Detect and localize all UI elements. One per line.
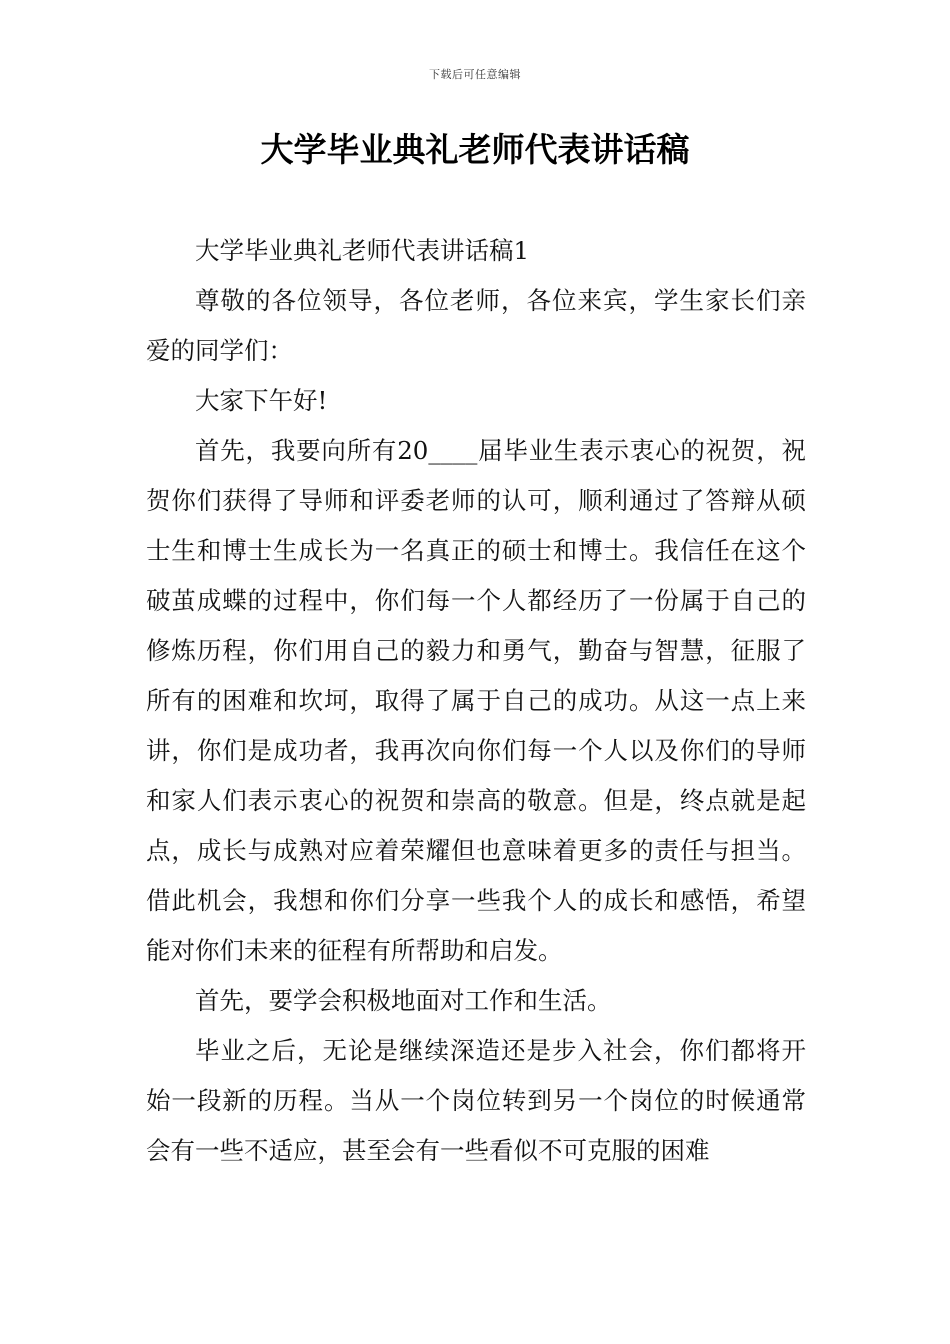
paragraph-greeting: 大家下午好!: [195, 386, 328, 415]
paragraph-after-graduation: 毕业之后，无论是继续深造还是步入社会，你们都将开始一段新的历程。当从一个岗位转到另一个岗位的时候通常会有一些不适应，甚至会有一些看似不可克服的困难: [146, 1036, 806, 1165]
paragraph-congratulations: 首先，我要向所有20____届毕业生表示衷心的祝贺，祝贺你们获得了导师和评委老师的认可，顺利通过了答辩从硕士生和博士生成长为一名真正的硕士和博士。我信任在这个破茧成蝶的过程中，你们每一个人都经历了一份属于自己的修炼历程，你们用自己的毅力和勇气，勤奋与智慧，征服了所有的困难和坎坷，取得了属于自己的成功。从这一点上来讲，你们是成功者，我再次向你们每一个人以及你们的导师和家人们表示衷心的祝贺和崇高的敬意。但是，终点就是起点，成长与成熟对应着荣耀但也意味着更多的责任与担当。借此机会，我想和你们分享一些我个人的成长和感悟，希望能对你们未来的征程有所帮助和启发。: [146, 436, 806, 965]
paragraph-salutation: 尊敬的各位领导，各位老师，各位来宾，学生家长们亲爱的同学们：: [146, 286, 806, 365]
document-body: [146, 226, 806, 1176]
document-title: 大学毕业典礼老师代表讲话稿: [260, 130, 690, 169]
header-note: 下载后可任意编辑: [429, 68, 521, 81]
paragraph-point-one: 首先，要学会积极地面对工作和生活。: [195, 986, 612, 1015]
paragraph-section-heading: 大学毕业典礼老师代表讲话稿1: [195, 236, 530, 265]
